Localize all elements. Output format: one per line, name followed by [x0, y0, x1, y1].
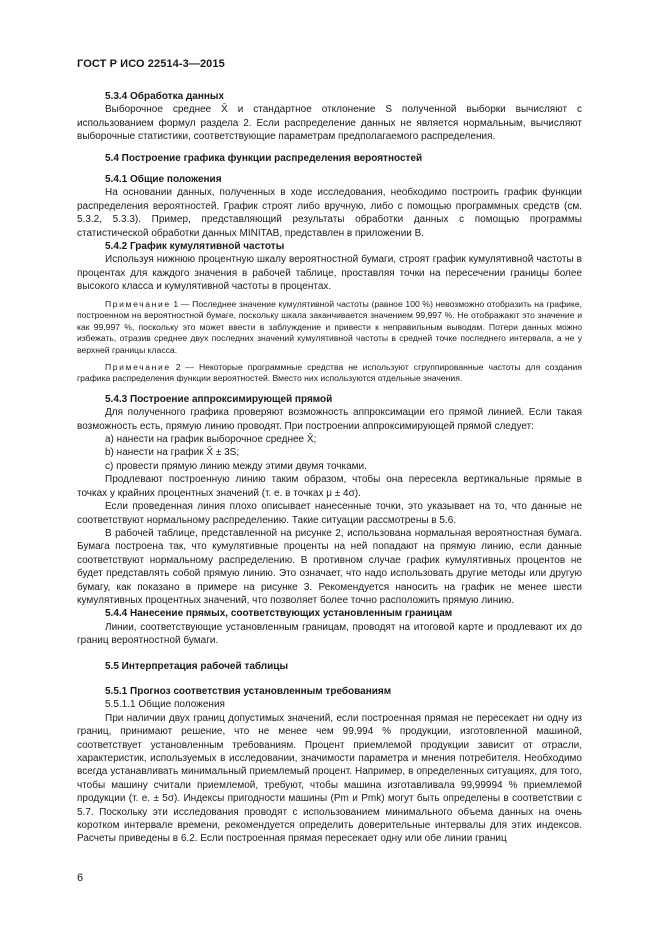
heading-5-5-1: 5.5.1 Прогноз соответствия установленным требованиям: [105, 685, 392, 697]
list-item-c: c) провести прямую линию между этими двумя точками.: [105, 460, 367, 472]
heading-5-4-3: 5.4.3 Построение аппроксимирующей прямой: [105, 393, 333, 405]
document-body: [77, 90, 582, 846]
paragraph: Если проведенная линия плохо описывает нанесенные точки, это указывает на то, что данные не соответствуют нормальному распределению. Такие ситуации рассмотрены в 5.6.: [77, 501, 582, 526]
paragraph: Выборочное среднее X̄ и стандартное отклонение S полученной выборки вычисляют с использованием формул раздела 2. Если распределение данных не является нормальным, вычисляют выборочные статистики, соответствующие параметрам предполагаемого распределения.: [77, 104, 582, 143]
paragraph: Продлевают построенную линию таким образом, чтобы она пересекла вертикальные прямые в точках у крайних процентных значений (т. е. в точках μ ± 4σ).: [77, 474, 582, 499]
note-1: [77, 299, 582, 357]
heading-5-5-1-1: 5.5.1.1 Общие положения: [105, 699, 225, 711]
page-number: 6: [77, 872, 84, 884]
standard-header: ГОСТ Р ИСО 22514-3—2015: [77, 58, 225, 70]
paragraph: Используя нижнюю процентную шкалу вероятностной бумаги, строят график кумулятивной частоты в процентах для каждого значения в рабочей таблице, проставляя точки на пересечении границы более высокого класса и кумулятивной частоты в процентах.: [77, 254, 582, 293]
note-label: Примечание: [105, 361, 171, 372]
heading-5-4: 5.4 Построение графика функции распределения вероятностей: [105, 152, 423, 164]
paragraph: В рабочей таблице, представленной на рисунке 2, использована нормальная вероятностная бумага. Бумага построена так, что кумулятивные проценты на ней попадают на прямую линию, если данные соответствуют нормальному распределению. В противном случае график кумулятивных процентов не будет представлять собой прямую линию. Это означает, что надо использовать другие методы или другую бумагу, как показано в примере на рисунке 3. Рекомендуется наносить на график не менее шести кумулятивных процентных значений, что позволяет более точно расположить прямую линию.: [77, 527, 582, 606]
heading-5-3-4: 5.3.4 Обработка данных: [105, 91, 225, 102]
heading-5-4-2: 5.4.2 График кумулятивной частоты: [105, 241, 285, 253]
heading-5-5: 5.5 Интерпретация рабочей таблицы: [105, 660, 288, 672]
paragraph: На основании данных, полученных в ходе исследования, необходимо построить график функции распределения вероятностей. График строят либо вручную, либо с помощью программных средств (см. 5.3.2, 5.3.3). Пример, представляющий результаты обработки данных с помощью программы статистической обработки данных MINITAB, представлен в приложении В.: [77, 187, 582, 239]
list-item-a: a) нанести на график выборочное среднее X̄;: [105, 434, 317, 446]
note-label: Примечание: [105, 298, 171, 309]
note-2: [77, 362, 582, 385]
list-item-b: b) нанести на график X̄ ± 3S;: [105, 447, 240, 459]
paragraph: Для полученного графика проверяют возможность аппроксимации его прямой линией. Если такая возможность есть, прямую линию проводят. При построении аппроксимирующей прямой следует:: [77, 407, 582, 432]
note-text: 2 — Некоторые программные средства не используют сгруппированные частоты для создания графика распределения функции вероятностей. Вместо них используются отдельные значения.: [77, 361, 582, 384]
heading-5-4-1: 5.4.1 Общие положения: [105, 174, 222, 186]
paragraph: При наличии двух границ допустимых значений, если построенная прямая не пересекает ни одну из границ, принимают решение, что не менее чем 99,994 % продукции, изготовленной машиной, соответствует установленным требованиям. Процент приемлемой продукции зависит от отрасли, характеристик, используемых в исследовании, значимости параметра и мнения потребителя. Необходимо всегда устанавливать минимальный приемлемый процент. Например, в определенных ситуациях, для того, чтобы машину считали приемлемой, требуют, чтобы машина изготавливала 99,99994 % приемлемой продукции (т. е. ± 5σ). Индексы пригодности машины (Pm и Pmk) могут быть определены в соответствии с 5.7. Поскольку эти исследования проводят с использованием минимального объема данных на очень коротком интервале времени, рекомендуется определить доверительные интервалы для этих индексов. Расчеты приведены в 6.2. Если построенная прямая пересекает одну или обе линии границ: [77, 712, 582, 845]
heading-5-4-4: 5.4.4 Нанесение прямых, соответствующих установленным границам: [105, 608, 453, 620]
paragraph: Линии, соответствующие установленным границам, проводят на итоговой карте и продлевают их до границ вероятностной бумаги.: [77, 621, 582, 647]
note-text: 1 — Последнее значение кумулятивной частоты (равное 100 %) невозможно отобразить на графике, построенном на вероятностной бумаге, поскольку шкала заканчивается значением 99,997 %. Не отображают это значение и как 99,997 %, поскольку это может ввести в заблуждение и привести к неправильным выводам. Потери данных можно избежать, отразив среднее двух последних значений кумулятивной частоты в средней точке последнего интервала, а не у верхней границы класса.: [77, 298, 582, 356]
